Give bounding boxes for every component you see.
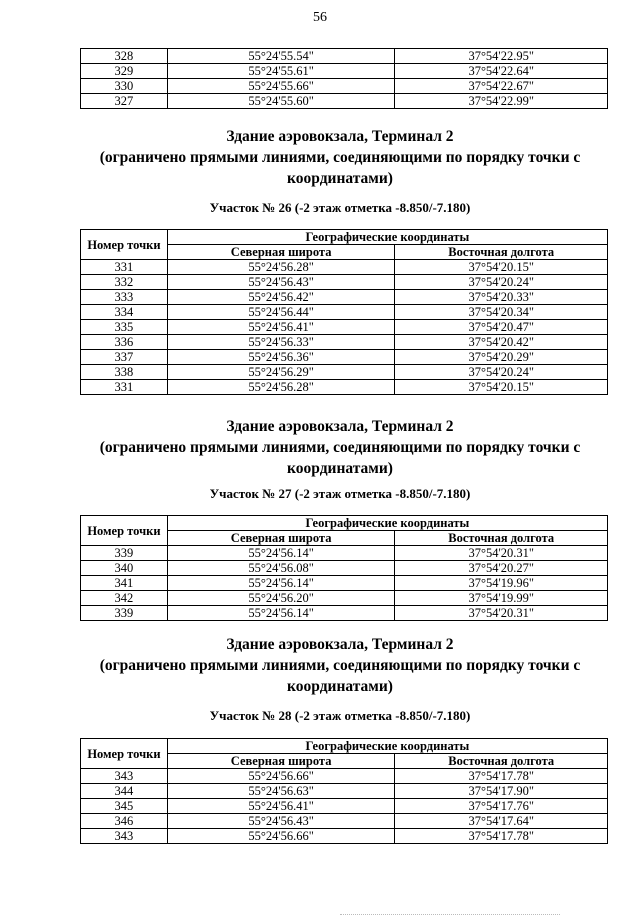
longitude-cell: 37°54'17.64" xyxy=(395,814,608,829)
longitude-cell: 37°54'17.76" xyxy=(395,799,608,814)
header-latitude: Северная широта xyxy=(167,245,395,260)
page-number: 56 xyxy=(313,10,327,25)
point-number-cell: 331 xyxy=(81,260,168,275)
latitude-cell: 55°24'56.28" xyxy=(167,380,395,395)
latitude-cell: 55°24'56.08" xyxy=(167,561,395,576)
header-point-number: Номер точки xyxy=(81,739,168,769)
longitude-cell: 37°54'22.67" xyxy=(395,79,608,94)
heading-line: Здание аэровокзала, Терминал 2 xyxy=(226,636,454,653)
longitude-cell: 37°54'20.24" xyxy=(395,275,608,290)
table-body xyxy=(81,769,608,844)
table-row xyxy=(81,290,608,305)
top-table-body xyxy=(81,49,608,109)
section-heading xyxy=(60,126,620,189)
table-header xyxy=(81,739,608,769)
header-latitude: Северная широта xyxy=(167,531,395,546)
latitude-cell: 55°24'55.61" xyxy=(167,64,395,79)
table-row xyxy=(81,275,608,290)
table-row xyxy=(81,335,608,350)
table-row xyxy=(81,814,608,829)
point-number-cell: 343 xyxy=(81,829,168,844)
heading-line: (ограничено прямыми линиями, соединяющими по порядку точки с xyxy=(99,439,581,456)
latitude-cell: 55°24'55.60" xyxy=(167,94,395,109)
table-row xyxy=(81,769,608,784)
latitude-cell: 55°24'56.66" xyxy=(167,829,395,844)
header-longitude: Восточная долгота xyxy=(395,754,608,769)
point-number-cell: 338 xyxy=(81,365,168,380)
latitude-cell: 55°24'56.36" xyxy=(167,350,395,365)
section-label: Участок № 28 (-2 этаж отметка -8.850/-7.180) xyxy=(209,708,471,723)
table-row xyxy=(81,591,608,606)
point-number-cell: 342 xyxy=(81,591,168,606)
header-longitude: Восточная долгота xyxy=(395,245,608,260)
longitude-cell: 37°54'17.78" xyxy=(395,829,608,844)
table-row xyxy=(81,350,608,365)
coordinates-table xyxy=(80,229,608,395)
heading-line: (ограничено прямыми линиями, соединяющими по порядку точки с xyxy=(99,149,581,166)
longitude-cell: 37°54'20.24" xyxy=(395,365,608,380)
latitude-cell: 55°24'56.14" xyxy=(167,576,395,591)
table-row xyxy=(81,576,608,591)
table-header xyxy=(81,230,608,260)
table-row xyxy=(81,784,608,799)
point-number-cell: 337 xyxy=(81,350,168,365)
latitude-cell: 55°24'56.33" xyxy=(167,335,395,350)
table-row xyxy=(81,320,608,335)
scan-edge-line xyxy=(340,914,560,915)
latitude-cell: 55°24'56.29" xyxy=(167,365,395,380)
coordinates-table xyxy=(80,738,608,844)
table-row xyxy=(81,365,608,380)
section-heading xyxy=(60,634,620,697)
longitude-cell: 37°54'20.47" xyxy=(395,320,608,335)
table-row xyxy=(81,829,608,844)
latitude-cell: 55°24'56.20" xyxy=(167,591,395,606)
point-number-cell: 334 xyxy=(81,305,168,320)
heading-line: (ограничено прямыми линиями, соединяющими по порядку точки с xyxy=(99,657,581,674)
point-number-cell: 327 xyxy=(81,94,168,109)
point-number-cell: 344 xyxy=(81,784,168,799)
point-number-cell: 345 xyxy=(81,799,168,814)
table-row xyxy=(81,606,608,621)
heading-line: координатами) xyxy=(287,678,393,695)
latitude-cell: 55°24'56.41" xyxy=(167,320,395,335)
header-geo-coordinates: Географические координаты xyxy=(167,230,607,245)
latitude-cell: 55°24'56.44" xyxy=(167,305,395,320)
table-row xyxy=(81,94,608,109)
latitude-cell: 55°24'56.66" xyxy=(167,769,395,784)
latitude-cell: 55°24'55.54" xyxy=(167,49,395,64)
table-header xyxy=(81,516,608,546)
table-body xyxy=(81,546,608,621)
heading-line: координатами) xyxy=(287,460,393,477)
point-number-cell: 335 xyxy=(81,320,168,335)
coordinates-table xyxy=(80,515,608,621)
table-row xyxy=(81,380,608,395)
longitude-cell: 37°54'19.99" xyxy=(395,591,608,606)
table-row xyxy=(81,305,608,320)
longitude-cell: 37°54'22.99" xyxy=(395,94,608,109)
table-row xyxy=(81,561,608,576)
latitude-cell: 55°24'56.28" xyxy=(167,260,395,275)
heading-line: Здание аэровокзала, Терминал 2 xyxy=(226,128,454,145)
point-number-cell: 346 xyxy=(81,814,168,829)
latitude-cell: 55°24'55.66" xyxy=(167,79,395,94)
point-number-cell: 341 xyxy=(81,576,168,591)
header-geo-coordinates: Географические координаты xyxy=(167,739,607,754)
latitude-cell: 55°24'56.42" xyxy=(167,290,395,305)
point-number-cell: 343 xyxy=(81,769,168,784)
header-point-number: Номер точки xyxy=(81,230,168,260)
table-row xyxy=(81,64,608,79)
latitude-cell: 55°24'56.43" xyxy=(167,275,395,290)
table-row xyxy=(81,49,608,64)
point-number-cell: 340 xyxy=(81,561,168,576)
longitude-cell: 37°54'22.95" xyxy=(395,49,608,64)
header-latitude: Северная широта xyxy=(167,754,395,769)
point-number-cell: 339 xyxy=(81,606,168,621)
longitude-cell: 37°54'20.42" xyxy=(395,335,608,350)
point-number-cell: 332 xyxy=(81,275,168,290)
longitude-cell: 37°54'17.90" xyxy=(395,784,608,799)
longitude-cell: 37°54'20.31" xyxy=(395,546,608,561)
longitude-cell: 37°54'20.31" xyxy=(395,606,608,621)
top-coordinates-table xyxy=(80,48,608,109)
header-longitude: Восточная долгота xyxy=(395,531,608,546)
point-number-cell: 339 xyxy=(81,546,168,561)
table-row xyxy=(81,546,608,561)
section-label: Участок № 26 (-2 этаж отметка -8.850/-7.180) xyxy=(209,200,471,215)
table-row xyxy=(81,260,608,275)
latitude-cell: 55°24'56.14" xyxy=(167,606,395,621)
longitude-cell: 37°54'20.15" xyxy=(395,380,608,395)
longitude-cell: 37°54'20.27" xyxy=(395,561,608,576)
point-number-cell: 331 xyxy=(81,380,168,395)
heading-line: координатами) xyxy=(287,170,393,187)
section-label: Участок № 27 (-2 этаж отметка -8.850/-7.180) xyxy=(209,486,471,501)
latitude-cell: 55°24'56.41" xyxy=(167,799,395,814)
section-heading xyxy=(60,416,620,479)
header-geo-coordinates: Географические координаты xyxy=(167,516,607,531)
longitude-cell: 37°54'20.34" xyxy=(395,305,608,320)
longitude-cell: 37°54'20.15" xyxy=(395,260,608,275)
point-number-cell: 333 xyxy=(81,290,168,305)
point-number-cell: 328 xyxy=(81,49,168,64)
table-body xyxy=(81,260,608,395)
longitude-cell: 37°54'17.78" xyxy=(395,769,608,784)
table-row xyxy=(81,79,608,94)
heading-line: Здание аэровокзала, Терминал 2 xyxy=(226,418,454,435)
latitude-cell: 55°24'56.63" xyxy=(167,784,395,799)
point-number-cell: 336 xyxy=(81,335,168,350)
table-row xyxy=(81,799,608,814)
header-point-number: Номер точки xyxy=(81,516,168,546)
point-number-cell: 330 xyxy=(81,79,168,94)
latitude-cell: 55°24'56.14" xyxy=(167,546,395,561)
longitude-cell: 37°54'20.33" xyxy=(395,290,608,305)
longitude-cell: 37°54'19.96" xyxy=(395,576,608,591)
longitude-cell: 37°54'20.29" xyxy=(395,350,608,365)
longitude-cell: 37°54'22.64" xyxy=(395,64,608,79)
latitude-cell: 55°24'56.43" xyxy=(167,814,395,829)
point-number-cell: 329 xyxy=(81,64,168,79)
